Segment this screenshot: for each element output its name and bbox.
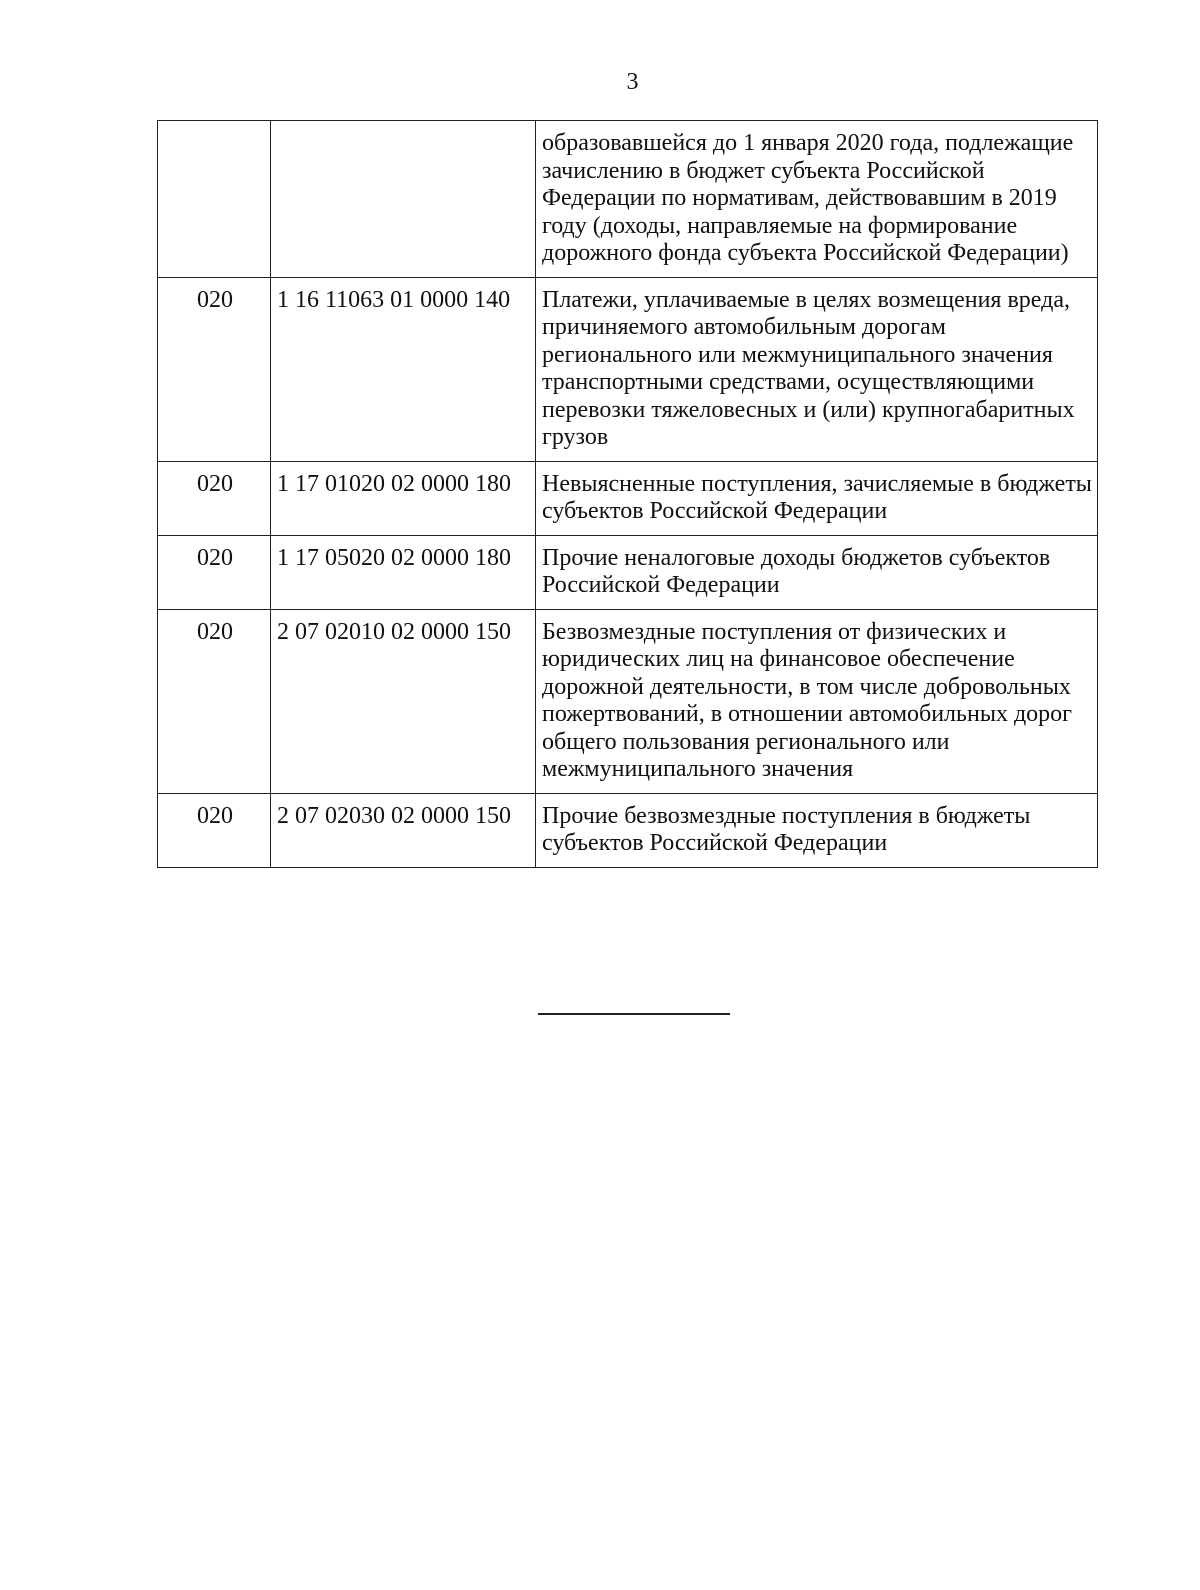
income-name-cell: Платежи, уплачиваемые в целях возмещения вреда, причиняемого автомобильным дорогам регионального или межмуниципального значения транспортными средствами, осуществляющими перевозки тяжеловесных и (или) крупногабаритных грузов [536,277,1098,461]
admin-code-cell: 020 [158,535,271,609]
income-code-cell: 1 17 05020 02 0000 180 [271,535,536,609]
income-name-cell: образовавшейся до 1 января 2020 года, подлежащие зачислению в бюджет субъекта Российской Федерации по нормативам, действовавшим в 2019 году (доходы, направляемые на формирование дорожного фонда субъекта Российской Федерации) [536,121,1098,278]
income-name-cell: Прочие безвозмездные поступления в бюджеты субъектов Российской Федерации [536,793,1098,867]
income-name-cell: Безвозмездные поступления от физических и юридических лиц на финансовое обеспечение дорожной деятельности, в том числе добровольных пожертвований, в отношении автомобильных дорог общего пользования регионального или межмуниципального значения [536,609,1098,793]
income-code-cell [271,121,536,278]
income-code-cell: 2 07 02010 02 0000 150 [271,609,536,793]
document-end-rule [538,1013,730,1015]
admin-code-cell: 020 [158,277,271,461]
table-row [158,121,1098,278]
income-code-cell: 1 17 01020 02 0000 180 [271,461,536,535]
income-name-cell: Невыясненные поступления, зачисляемые в бюджеты субъектов Российской Федерации [536,461,1098,535]
admin-code-cell: 020 [158,609,271,793]
income-codes-table [157,120,1098,868]
page-number: 3 [626,69,639,95]
income-code-cell: 2 07 02030 02 0000 150 [271,793,536,867]
table-row [158,535,1098,609]
admin-code-cell [158,121,271,278]
income-code-cell: 1 16 11063 01 0000 140 [271,277,536,461]
table-row [158,461,1098,535]
table-row [158,277,1098,461]
income-name-cell: Прочие неналоговые доходы бюджетов субъектов Российской Федерации [536,535,1098,609]
admin-code-cell: 020 [158,793,271,867]
table-row [158,793,1098,867]
admin-code-cell: 020 [158,461,271,535]
table-row [158,609,1098,793]
